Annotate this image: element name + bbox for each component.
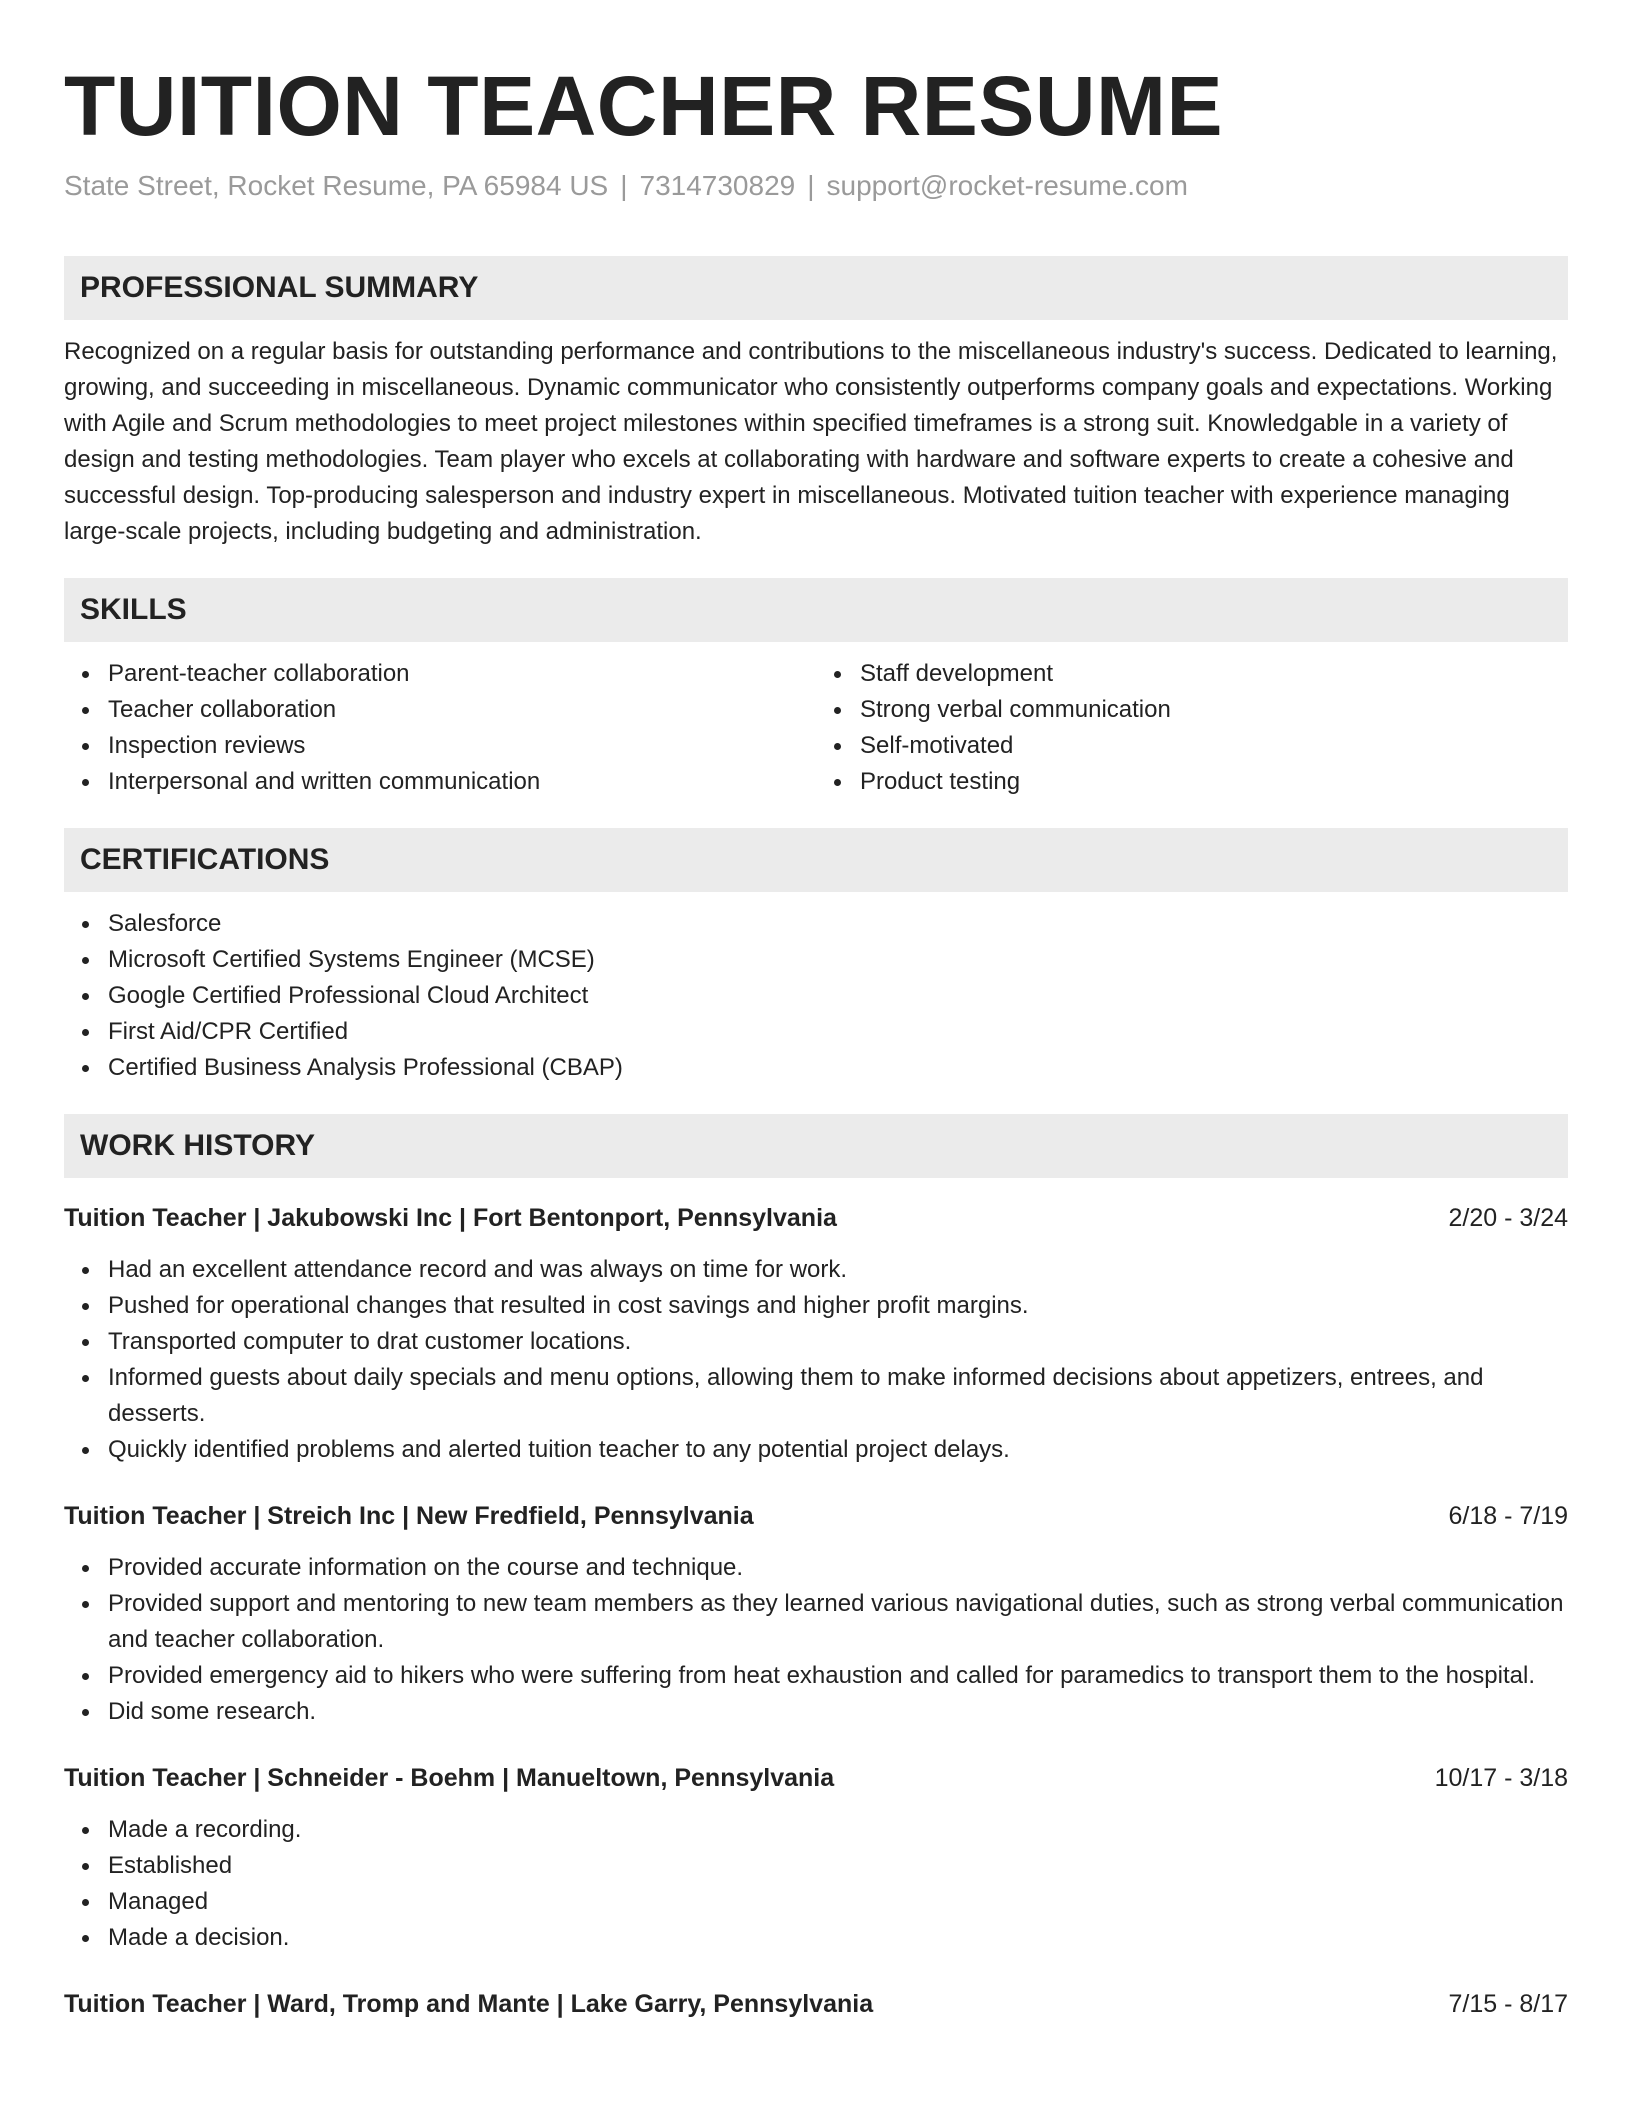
job-bullets <box>64 1812 1568 1956</box>
contact-separator: | <box>620 170 628 201</box>
job-entry <box>64 1498 1568 1730</box>
certification-item: First Aid/CPR Certified <box>108 1014 1568 1050</box>
skill-item: Teacher collaboration <box>108 692 816 728</box>
job-bullet: Transported computer to drat customer locations. <box>108 1324 1568 1360</box>
job-entry <box>64 1760 1568 1956</box>
certification-item: Microsoft Certified Systems Engineer (MCSE) <box>108 942 1568 978</box>
section-heading: CERTIFICATIONS <box>64 828 1568 892</box>
skill-item: Strong verbal communication <box>860 692 1568 728</box>
certifications-section <box>64 828 1568 1086</box>
resume-title: TUITION TEACHER RESUME <box>64 59 1224 153</box>
skills-columns <box>64 656 1568 800</box>
job-entry <box>64 1200 1568 1468</box>
job-bullet: Managed <box>108 1884 1568 1920</box>
job-dates: 7/15 - 8/17 <box>1448 1990 1568 2018</box>
professional-summary-section <box>64 256 1568 550</box>
job-dates: 2/20 - 3/24 <box>1448 1204 1568 1232</box>
job-entry <box>64 1986 1568 2022</box>
job-bullet: Provided accurate information on the course and technique. <box>108 1550 1568 1586</box>
skill-item: Product testing <box>860 764 1568 800</box>
skills-list-right <box>816 656 1568 800</box>
job-bullet: Provided emergency aid to hikers who were suffering from heat exhaustion and called for paramedics to transport them to the hospital. <box>108 1658 1568 1694</box>
job-header <box>64 1200 1568 1236</box>
certification-item: Certified Business Analysis Professional (CBAP) <box>108 1050 1568 1086</box>
section-heading: WORK HISTORY <box>64 1114 1568 1178</box>
job-bullet: Provided support and mentoring to new team members as they learned various navigational duties, such as strong verbal communication and teacher collaboration. <box>108 1586 1568 1658</box>
contact-address: State Street, Rocket Resume, PA 65984 US <box>64 170 609 201</box>
section-heading: SKILLS <box>64 578 1568 642</box>
job-title: Tuition Teacher | Schneider - Boehm | Manueltown, Pennsylvania <box>64 1764 835 1792</box>
job-header <box>64 1498 1568 1534</box>
job-bullet: Established <box>108 1848 1568 1884</box>
skill-item: Self-motivated <box>860 728 1568 764</box>
job-header <box>64 1986 1568 2022</box>
summary-text: Recognized on a regular basis for outstanding performance and contributions to the miscellaneous industry's success. Dedicated to learning, growing, and succeeding in miscellaneous. Dynamic communicator who consistently outperforms company goals and expectations. Working with Agile and Scrum methodologies to meet project milestones within specified timeframes is a strong suit. Knowledgable in a variety of design and testing methodologies. Team player who excels at collaborating with hardware and software experts to create a cohesive and successful design. Top-producing salesperson and industry expert in miscellaneous. Motivated tuition teacher with experience managing large-scale projects, including budgeting and administration. <box>64 338 1558 545</box>
skill-item: Interpersonal and written communication <box>108 764 816 800</box>
job-bullets <box>64 1550 1568 1730</box>
skills-section <box>64 578 1568 800</box>
certifications-list <box>64 906 1568 1086</box>
job-title: Tuition Teacher | Streich Inc | New Fredfield, Pennsylvania <box>64 1502 754 1530</box>
job-bullets <box>64 1252 1568 1468</box>
job-bullet: Pushed for operational changes that resulted in cost savings and higher profit margins. <box>108 1288 1568 1324</box>
job-bullet: Quickly identified problems and alerted tuition teacher to any potential project delays. <box>108 1432 1568 1468</box>
job-bullet: Made a recording. <box>108 1812 1568 1848</box>
job-bullet: Did some research. <box>108 1694 1568 1730</box>
certification-item: Salesforce <box>108 906 1568 942</box>
contact-phone: 7314730829 <box>639 170 796 201</box>
job-title: Tuition Teacher | Jakubowski Inc | Fort Bentonport, Pennsylvania <box>64 1204 837 1232</box>
job-title: Tuition Teacher | Ward, Tromp and Mante | Lake Garry, Pennsylvania <box>64 1990 874 2018</box>
job-header <box>64 1760 1568 1796</box>
job-dates: 6/18 - 7/19 <box>1448 1502 1568 1530</box>
job-bullet: Made a decision. <box>108 1920 1568 1956</box>
certification-item: Google Certified Professional Cloud Architect <box>108 978 1568 1014</box>
skill-item: Inspection reviews <box>108 728 816 764</box>
work-history-section <box>64 1114 1568 2022</box>
contact-line <box>64 166 1568 206</box>
skills-list-left <box>64 656 816 800</box>
job-dates: 10/17 - 3/18 <box>1434 1764 1568 1792</box>
skill-item: Staff development <box>860 656 1568 692</box>
contact-separator: | <box>807 170 815 201</box>
skill-item: Parent-teacher collaboration <box>108 656 816 692</box>
contact-email[interactable]: support@rocket-resume.com <box>826 170 1188 201</box>
job-bullet: Informed guests about daily specials and menu options, allowing them to make informed decisions about appetizers, entrees, and desserts. <box>108 1360 1568 1432</box>
job-bullet: Had an excellent attendance record and was always on time for work. <box>108 1252 1568 1288</box>
section-heading: PROFESSIONAL SUMMARY <box>64 256 1568 320</box>
